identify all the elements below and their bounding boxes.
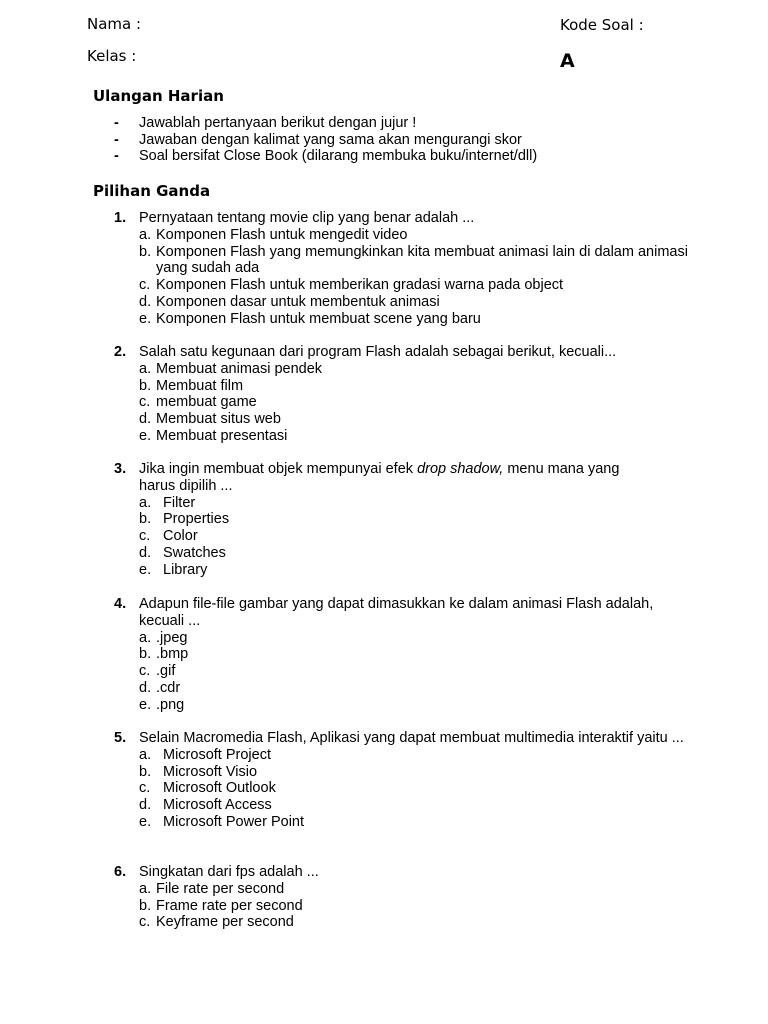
question-text-italic: drop shadow, — [417, 461, 504, 477]
pilihan-ganda-title: Pilihan Ganda — [93, 182, 211, 200]
option-letter: e. — [139, 813, 152, 830]
option-text: .jpeg — [156, 629, 188, 646]
option-text: Color — [163, 528, 198, 545]
option-text: Membuat animasi pendek — [156, 360, 323, 377]
option — [139, 914, 714, 931]
option — [139, 311, 714, 328]
option-letter: b. — [139, 243, 152, 260]
option — [139, 227, 714, 244]
option-text: Swatches — [163, 544, 226, 561]
rule-text: Jawablah pertanyaan berikut dengan jujur ! — [139, 115, 417, 131]
option-letter: e. — [139, 310, 152, 327]
option — [139, 814, 684, 831]
option-letter: a. — [139, 360, 152, 377]
rule-bullet: - — [114, 115, 119, 131]
option-letter: b. — [139, 377, 152, 394]
option-letter: c. — [139, 914, 151, 931]
option-letter: b. — [139, 646, 152, 663]
option — [139, 411, 714, 428]
option — [139, 277, 714, 294]
option-text: Keyframe per second — [156, 914, 294, 931]
option-letter: b. — [139, 897, 152, 914]
option-text: Library — [163, 561, 208, 578]
option-letter: e. — [139, 696, 152, 713]
rule-item — [114, 132, 537, 149]
option — [139, 646, 654, 663]
rule-item — [114, 148, 537, 165]
question-number: 3. — [114, 461, 127, 477]
kelas-label: Kelas : — [87, 47, 137, 65]
option-letter: a. — [139, 226, 152, 243]
option — [139, 428, 714, 445]
option-text: Microsoft Outlook — [163, 780, 276, 797]
option — [139, 545, 654, 562]
option-text: Komponen Flash untuk mengedit video — [156, 226, 408, 243]
question-4 — [114, 596, 654, 714]
option — [139, 378, 714, 395]
option-text: Microsoft Project — [163, 746, 271, 763]
option-text: Microsoft Access — [163, 797, 272, 814]
question-number: 4. — [114, 596, 127, 612]
option — [139, 294, 714, 311]
question-text: Jika ingin membuat objek mempunyai efek drop shadow, menu mana yang harus dipilih ... — [139, 461, 620, 494]
option-text: .gif — [156, 663, 176, 680]
rule-text: Jawaban dengan kalimat yang sama akan mengurangi skor — [139, 131, 522, 148]
question-number: 1. — [114, 210, 127, 226]
question-text: Singkatan dari fps adalah ... — [139, 864, 319, 880]
option-text: Komponen Flash untuk membuat scene yang baru — [156, 310, 481, 327]
kode-soal-label: Kode Soal : — [560, 16, 644, 34]
option — [139, 528, 654, 545]
option-text: .png — [156, 696, 185, 713]
question-number: 2. — [114, 344, 127, 360]
option — [139, 495, 654, 512]
question-2 — [114, 344, 714, 445]
option — [139, 361, 714, 378]
option — [139, 394, 714, 411]
question-text: Salah satu kegunaan dari program Flash adalah sebagai berikut, kecuali... — [139, 344, 617, 360]
option — [139, 680, 654, 697]
rule-text: Soal bersifat Close Book (dilarang membuka buku/internet/dll) — [139, 148, 538, 165]
option-letter: a. — [139, 880, 152, 897]
option-text: .bmp — [156, 646, 189, 663]
rules-list — [114, 115, 537, 165]
option-letter: d. — [139, 544, 152, 561]
option-letter: e. — [139, 427, 152, 444]
option — [139, 747, 684, 764]
question-text: Adapun file-file gambar yang dapat dimasukkan ke dalam animasi Flash adalah, kecuali ... — [139, 596, 654, 629]
question-5 — [114, 730, 684, 831]
option-letter: d. — [139, 411, 152, 428]
option — [139, 881, 714, 898]
option — [139, 764, 684, 781]
section-title: Ulangan Harian — [93, 87, 224, 105]
option-text: .cdr — [156, 679, 181, 696]
option-text: Membuat film — [156, 377, 244, 394]
question-1 — [114, 210, 714, 328]
option-text: Komponen dasar untuk membentuk animasi — [156, 293, 440, 310]
option-text: Membuat situs web — [156, 411, 281, 428]
question-6 — [114, 864, 714, 931]
option-letter: c. — [139, 528, 151, 545]
option-letter: d. — [139, 293, 152, 310]
question-number: 6. — [114, 864, 127, 880]
option-letter: e. — [139, 561, 152, 578]
option-letter: c. — [139, 277, 151, 294]
option — [139, 630, 654, 647]
option-text: Membuat presentasi — [156, 427, 288, 444]
option-text: Frame rate per second — [156, 897, 303, 914]
option-text: Komponen Flash yang memungkinkan kita membuat animasi lain di dalam animasi yang sudah ada — [156, 243, 688, 277]
kode-soal-value: A — [560, 50, 575, 72]
nama-label: Nama : — [87, 15, 142, 33]
option-letter: b. — [139, 763, 152, 780]
option-letter: d. — [139, 797, 152, 814]
option-letter: c. — [139, 780, 151, 797]
rule-item — [114, 115, 537, 132]
option-letter: b. — [139, 511, 152, 528]
option — [139, 511, 654, 528]
option-letter: d. — [139, 679, 152, 696]
option-text: Properties — [163, 511, 230, 528]
question-number: 5. — [114, 730, 127, 746]
option-text: membuat game — [156, 394, 257, 411]
option-text: Microsoft Visio — [163, 763, 258, 780]
rule-bullet: - — [114, 131, 119, 148]
rule-bullet: - — [114, 148, 119, 165]
option-letter: a. — [139, 746, 152, 763]
option-letter: c. — [139, 663, 151, 680]
option-text: File rate per second — [156, 880, 285, 897]
question-3 — [114, 461, 654, 579]
option — [139, 780, 684, 797]
question-text: Pernyataan tentang movie clip yang benar adalah ... — [139, 210, 475, 226]
option — [139, 797, 684, 814]
option-letter: c. — [139, 394, 151, 411]
option — [139, 562, 654, 579]
option — [139, 898, 714, 915]
option-letter: a. — [139, 629, 152, 646]
option — [139, 244, 714, 278]
option-text: Komponen Flash untuk memberikan gradasi warna pada object — [156, 277, 564, 294]
question-text: Selain Macromedia Flash, Aplikasi yang dapat membuat multimedia interaktif yaitu ... — [139, 730, 684, 746]
option-letter: a. — [139, 494, 152, 511]
option — [139, 663, 654, 680]
option-text: Microsoft Power Point — [163, 813, 305, 830]
option — [139, 697, 654, 714]
option-text: Filter — [163, 494, 196, 511]
